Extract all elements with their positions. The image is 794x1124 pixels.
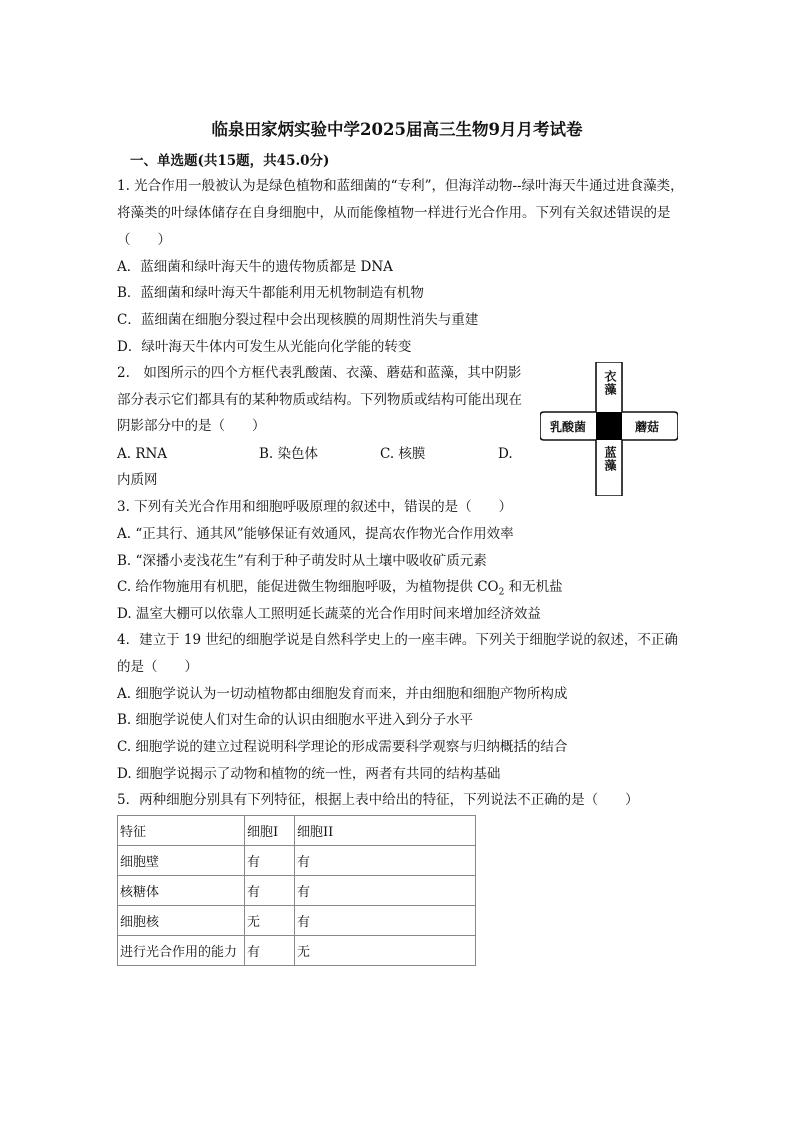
section-heading: 一、单选题(共15题，共45.0分): [130, 153, 330, 169]
q1-line-1: 1. 光合作用一般被认为是绿色植物和蓝细菌的“专利”，但海洋动物--绿叶海天牛通过进食藻类，: [117, 178, 684, 194]
table-cell: 细胞II: [295, 816, 476, 846]
q1-line-3: （ ）: [117, 232, 171, 248]
table-cell: 核糖体: [118, 876, 245, 906]
q4-option-a: A. 细胞学说认为一切动植物都由细胞发育而来，并由细胞和细胞产物所构成: [117, 686, 568, 702]
q4-line-1: 4．建立于 19 世纪的细胞学说是自然科学史上的一座丰碑。下列关于细胞学说的叙述，不正确: [117, 632, 678, 648]
table-cell: 细胞壁: [118, 846, 245, 876]
table-row: [118, 846, 476, 876]
q3-option-c-text: C. 给作物施用有机肥，能促进微生物细胞呼吸，为植物提供 CO: [117, 579, 499, 595]
feature-table: [117, 815, 476, 966]
table-cell: 细胞核: [118, 906, 245, 936]
table-cell: 有: [245, 936, 295, 966]
table-cell: 无: [295, 936, 476, 966]
table-cell: 无: [245, 906, 295, 936]
q1-line-2: 将藻类的叶绿体储存在自身细胞中，从而能像植物一样进行光合作用。下列有关叙述错误的是: [117, 205, 671, 221]
label-left: 乳酸菌: [550, 420, 587, 434]
q2-line-2: 部分表示它们都具有的某种物质或结构。下列物质或结构可能出现在: [117, 392, 522, 408]
q3-option-c-tail: 和无机盐: [504, 579, 563, 595]
table-cell: 细胞I: [245, 816, 295, 846]
q1-option-c: C．蓝细菌在细胞分裂过程中会出现核膜的周期性消失与重建: [117, 312, 479, 328]
table-row: [118, 816, 476, 846]
table-row: [118, 906, 476, 936]
q3-line-1: 3. 下列有关光合作用和细胞呼吸原理的叙述中，错误的是（ ）: [117, 499, 513, 515]
exam-title: 临泉田家炳实验中学2025届高三生物9月月考试卷: [211, 120, 583, 139]
q4-option-c: C. 细胞学说的建立过程说明科学理论的形成需要科学观察与归纳概括的结合: [117, 739, 568, 755]
q3-option-c-sub: 2: [498, 587, 505, 598]
q5-line-1: 5．两种细胞分别具有下列特征，根据上表中给出的特征，下列说法不正确的是（ ）: [117, 792, 639, 808]
q1-option-b: B．蓝细菌和绿叶海天牛都能利用无机物制造有机物: [117, 285, 424, 301]
q3-option-d: D. 温室大棚可以依靠人工照明延长蔬菜的光合作用时间来增加经济效益: [117, 606, 541, 622]
q4-option-b: B. 细胞学说使人们对生命的认识由细胞水平进入到分子水平: [117, 712, 474, 728]
shaded-center: [596, 412, 622, 440]
q2-option-c: C. 核膜: [380, 446, 426, 462]
q3-option-a: A. “正其行、通其风”能够保证有效通风，提高农作物光合作用效率: [117, 526, 514, 542]
table-cell: 进行光合作用的能力: [118, 936, 245, 966]
table-cell: 有: [295, 876, 476, 906]
q2-line-1: 2. 如图所示的四个方框代表乳酸菌、衣藻、蘑菇和蓝藻，其中阴影: [117, 365, 522, 381]
q3-option-b: B. “深播小麦浅花生”有利于种子萌发时从土壤中吸收矿质元素: [117, 553, 487, 569]
q2-line-3: 阴影部分中的是（ ）: [117, 418, 266, 434]
table-cell: 有: [295, 906, 476, 936]
table-cell: 有: [245, 876, 295, 906]
q1-option-d: D．绿叶海天牛体内可发生从光能向化学能的转变: [117, 339, 412, 355]
q2-option-a: A. RNA: [117, 446, 168, 462]
q3-option-c: [117, 577, 563, 603]
label-bottom: 蓝藻: [603, 446, 617, 472]
q2-option-d-continued: 内质网: [117, 472, 158, 488]
label-top: 衣藻: [603, 370, 617, 396]
q1-option-a: A．蓝细菌和绿叶海天牛的遗传物质都是 DNA: [117, 259, 393, 275]
cell-cross-diagram: [540, 362, 678, 496]
q4-line-2: 的是（ ）: [117, 659, 198, 675]
table-row: [118, 936, 476, 966]
q2-option-d: D.: [498, 446, 513, 462]
q4-option-d: D. 细胞学说揭示了动物和植物的统一性，两者有共同的结构基础: [117, 766, 501, 782]
table-cell: 有: [295, 846, 476, 876]
q2-option-b: B. 染色体: [259, 446, 319, 462]
table-row: [118, 876, 476, 906]
table-cell: 特征: [118, 816, 245, 846]
table-cell: 有: [245, 846, 295, 876]
label-right: 蘑菇: [635, 420, 660, 434]
